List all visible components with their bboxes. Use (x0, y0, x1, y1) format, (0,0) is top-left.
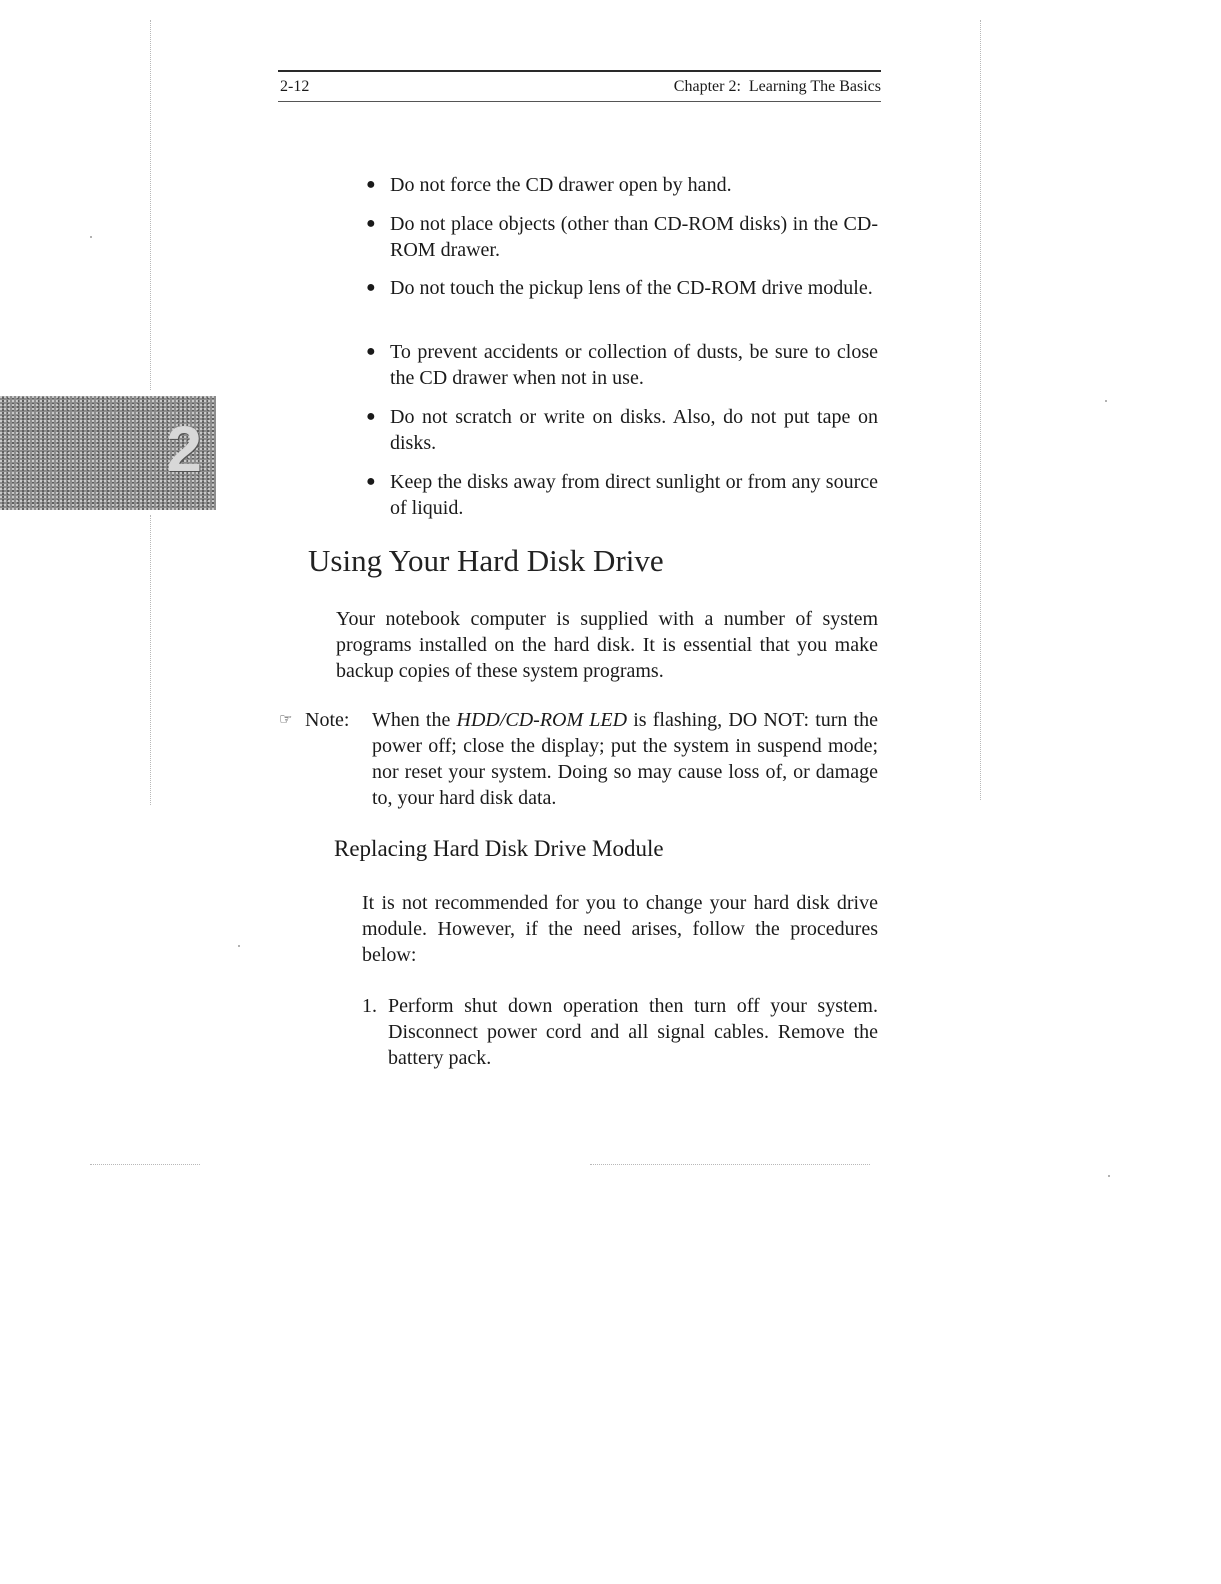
scan-edge-left (150, 20, 151, 390)
chapter-tab (0, 396, 216, 510)
bullet-dot-icon: ● (366, 176, 376, 193)
section-intro: Your notebook computer is supplied with a number of system programs installed on the hard disk. It is essential that you make backup copies of these system programs. (336, 608, 878, 682)
scan-speck (1105, 400, 1107, 402)
bullet-dot-icon: ● (366, 279, 376, 296)
scan-speck (90, 236, 92, 238)
note-text-after: is flashing, DO NOT: turn the power off; close the display; put the system in suspend mode; nor reset your system. Doing so may cause loss of, or damage to, your hard disk data. (372, 709, 878, 809)
scan-edge-bottom-right (590, 1164, 870, 1165)
scan-edge-right (980, 20, 981, 800)
list-item (366, 469, 878, 521)
note-label: Note: (305, 709, 350, 731)
bullet-text: Keep the disks away from direct sunlight or from any source of liquid. (390, 471, 878, 519)
scan-edge-left-lower (150, 515, 151, 805)
bullet-dot-icon: ● (366, 215, 376, 232)
bullet-text: Do not touch the pickup lens of the CD-ROM drive module. (390, 277, 873, 299)
bullet-dot-icon: ● (366, 408, 376, 425)
header-rule-bottom (278, 101, 881, 102)
bullet-dot-icon: ● (366, 473, 376, 490)
bullet-text: Do not place objects (other than CD-ROM disks) in the CD-ROM drawer. (390, 213, 878, 261)
scan-speck (1108, 1175, 1110, 1177)
note-emphasis: HDD/CD-ROM LED (456, 709, 628, 731)
chapter-tab-number: 2 (166, 413, 202, 485)
pointing-hand-icon: ☞ (279, 712, 293, 728)
list-item (362, 993, 878, 1071)
header-rule-top (278, 70, 881, 72)
step-text: Perform shut down operation then turn off your system. Disconnect power cord and all signal cables. Remove the battery pack. (388, 995, 878, 1069)
scan-speck (238, 945, 240, 947)
subsection-heading: Replacing Hard Disk Drive Module (334, 836, 664, 861)
list-item (366, 275, 878, 301)
note-body (372, 707, 878, 811)
bullet-dot-icon: ● (366, 343, 376, 360)
list-item (366, 404, 878, 456)
bullet-text: To prevent accidents or collection of dusts, be sure to close the CD drawer when not in use. (390, 341, 878, 389)
step-number: 1. (362, 995, 377, 1017)
section-heading: Using Your Hard Disk Drive (308, 543, 664, 578)
page-number: 2-12 (280, 78, 310, 95)
note-text-before: When the (372, 709, 457, 731)
scan-edge-bottom-left (90, 1164, 200, 1165)
bullet-text: Do not scratch or write on disks. Also, do not put tape on disks. (390, 406, 878, 454)
subsection-intro: It is not recommended for you to change your hard disk drive module. However, if the need arises, follow the procedures below: (362, 892, 878, 966)
list-item (366, 211, 878, 263)
list-item (366, 339, 878, 391)
list-item (366, 172, 878, 198)
running-title: Chapter 2: Learning The Basics (673, 78, 881, 95)
bullet-text: Do not force the CD drawer open by hand. (390, 174, 732, 196)
